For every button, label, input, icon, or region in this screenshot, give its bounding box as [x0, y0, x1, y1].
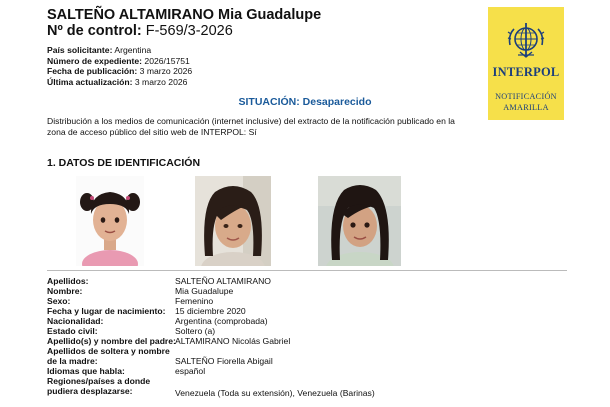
control-number-value: F-569/3-2026 [145, 23, 233, 39]
detail-label: Apellido(s) y nombre del padre: [47, 336, 176, 346]
meta-value: 2026/15751 [144, 55, 190, 66]
detail-value: Soltero (a) [175, 326, 216, 336]
meta-publication-date [47, 66, 192, 77]
photo-3 [318, 176, 401, 266]
detail-value: SALTEÑO ALTAMIRANO [175, 276, 271, 286]
detail-label: Estado civil: [47, 326, 98, 336]
meta-last-update [47, 77, 192, 88]
distribution-statement: Distribución a los medios de comunicación (internet inclusive) del extracto de la notificación publicado en la zona de acceso público del sitio web de INTERPOL: Sí [47, 116, 455, 137]
interpol-wordmark: INTERPOL [492, 65, 560, 79]
detail-label: Fecha y lugar de nacimiento: [47, 306, 166, 316]
detail-value: 15 diciembre 2020 [175, 306, 246, 316]
detail-value: Argentina (comprobada) [175, 316, 268, 326]
control-number [47, 23, 233, 39]
notice-type-line2: AMARILLA [503, 103, 549, 112]
meta-value: Argentina [114, 45, 152, 55]
detail-label: Apellidos: [47, 276, 89, 286]
meta-label: Número de expediente: [47, 55, 143, 66]
detail-label: Sexo: [47, 296, 71, 306]
detail-value: Venezuela (Toda su extensión), Venezuela (Barinas) [175, 388, 375, 398]
photo-2 [195, 176, 271, 266]
detail-label: Nombre: [47, 286, 83, 296]
detail-label: Apellidos de soltera y nombre de la madre: [47, 346, 170, 366]
detail-value: Femenino [175, 296, 214, 306]
meta-file-number [47, 56, 192, 67]
detail-label: Idiomas que habla: [47, 366, 125, 376]
control-number-label: Nº de control: [47, 23, 142, 39]
meta-label: Última actualización: [47, 76, 133, 87]
meta-requesting-country [47, 45, 192, 56]
meta-label: País solicitante: [47, 45, 113, 55]
notice-meta [47, 45, 192, 87]
meta-value: 3 marzo 2026 [134, 76, 188, 87]
interpol-globe-emblem-icon [506, 21, 546, 61]
meta-value: 3 marzo 2026 [139, 66, 193, 76]
status-heading: SITUACIÓN: Desaparecido [238, 96, 372, 108]
photo-1 [76, 176, 144, 266]
detail-value: SALTEÑO Fiorella Abigail [175, 356, 273, 366]
meta-label: Fecha de publicación: [47, 66, 138, 76]
detail-label: Nacionalidad: [47, 316, 104, 326]
detail-value: ALTAMIRANO Nicolás Gabriel [175, 336, 291, 346]
section-title-identification: 1. DATOS DE IDENTIFICACIÓN [47, 157, 201, 169]
person-name-heading: SALTEÑO ALTAMIRANO Mia Guadalupe [47, 7, 322, 23]
section-divider [47, 270, 567, 271]
detail-value: Mia Guadalupe [175, 286, 234, 296]
detail-value: español [175, 366, 206, 376]
detail-label: Regiones/países a donde pudiera desplazarse: [47, 376, 151, 396]
notice-type-line1: NOTIFICACIÓN [495, 92, 557, 101]
